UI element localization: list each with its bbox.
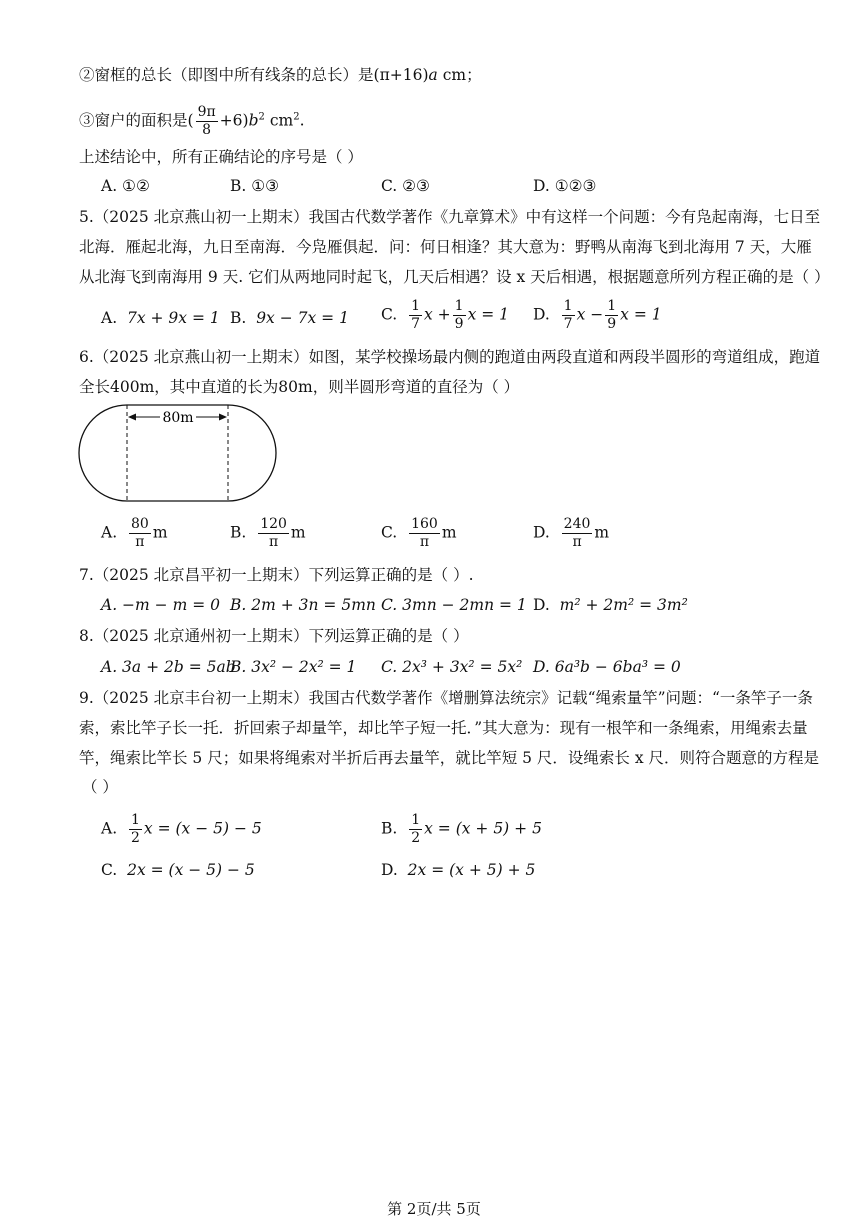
option-letter: B.	[230, 309, 247, 327]
q9-option-a[interactable]	[101, 812, 262, 847]
statements-option-b[interactable]: B. ①③	[230, 177, 280, 195]
fraction-numerator: 1	[411, 812, 421, 828]
fraction-denominator: 9	[454, 316, 464, 332]
q5-option-c[interactable]	[381, 298, 509, 333]
option-letter: C.	[381, 305, 398, 324]
q7-option-b[interactable]: B. 2m + 3n = 5mn	[230, 596, 376, 614]
statement-3-rest: +6)	[219, 111, 249, 130]
fraction-denominator: π	[135, 534, 145, 550]
option-fraction	[258, 516, 289, 551]
option-letter: B.	[381, 819, 398, 838]
fraction-numerator: 80	[130, 516, 149, 532]
fraction-numerator: 120	[260, 516, 287, 532]
option-unit: m	[594, 523, 610, 542]
statements-question: 上述结论中，所有正确结论的序号是（ ）	[79, 148, 363, 166]
option-middle: x +	[424, 305, 451, 324]
q9-line-1: 9.（2025 北京丰台初一上期末）我国古代数学著作《增删算法统宗》记载“绳索量竿”问题：“一条竿子一条	[79, 689, 813, 707]
fraction-denominator: 8	[202, 122, 212, 138]
q8-option-a[interactable]: A. 3a + 2b = 5ab	[101, 658, 236, 676]
option-letter: A.	[101, 309, 118, 327]
fraction-denominator: 7	[411, 316, 421, 332]
q6-option-c[interactable]	[381, 516, 457, 551]
q5-option-d[interactable]	[533, 298, 662, 333]
fraction-numerator: 1	[607, 298, 617, 314]
running-track-figure	[76, 400, 282, 506]
arrow-right-icon	[219, 414, 227, 421]
q7-option-c[interactable]: C. 3mn − 2mn = 1	[381, 596, 527, 614]
option-letter: B.	[230, 523, 247, 542]
statement-3-unit: cm	[264, 111, 294, 130]
option-fraction-1-7	[409, 298, 422, 333]
q8-option-d[interactable]: D. 6a³b − 6ba³ = 0	[533, 658, 681, 676]
statement-2-expr: (π+16)	[373, 66, 429, 84]
fraction-numerator: 9π	[197, 104, 216, 120]
option-expression: 2x = (x + 5) + 5	[407, 861, 536, 879]
fraction-numerator: 1	[130, 812, 140, 828]
statements-option-c[interactable]: C. ②③	[381, 177, 430, 195]
option-expression: 7x + 9x = 1	[126, 309, 220, 327]
q6-line-2: 全长400m，其中直道的长为80m，则半圆形弯道的直径为（ ）	[79, 378, 520, 396]
fraction-numerator: 240	[563, 516, 591, 532]
option-letter: D.	[533, 523, 550, 542]
statement-3-end: .	[299, 111, 305, 130]
fraction-denominator: 7	[563, 316, 573, 332]
q5-line-2: 北海．雁起北海，九日至南海．今凫雁俱起．问：何日相逢？其大意为：野鸭从南海飞到北海用 7 天，大雁	[79, 238, 812, 256]
q9-line-2: 索，索比竿子长一托．折回索子却量竿，却比竿子短一托．”其大意为：现有一根竿和一条绳索，用绳索去量	[79, 719, 808, 737]
option-letter: D.	[381, 861, 398, 879]
q5-line-3: 从北海飞到南海用 9 天. 它们从两地同时起飞，几天后相遇？设 x 天后相遇，根据题意所列方程正确的是（ ）	[79, 268, 830, 286]
statement-3-text: ③窗户的面积是(	[79, 111, 194, 130]
option-fraction-half	[409, 812, 422, 847]
option-fraction	[129, 516, 151, 551]
q6-option-a[interactable]	[101, 516, 168, 551]
option-letter: A.	[101, 819, 118, 838]
option-expression: x = (x − 5) − 5	[143, 819, 262, 838]
q6-option-b[interactable]	[230, 516, 306, 551]
fraction-numerator: 1	[411, 298, 421, 314]
option-tail: x = 1	[620, 305, 662, 324]
option-expression: m² + 2m² = 3m²	[559, 596, 688, 614]
fraction-denominator: 2	[411, 830, 421, 846]
option-letter: D.	[533, 596, 550, 614]
q9-line-4: （ ）	[82, 778, 118, 796]
q8-option-c[interactable]: C. 2x³ + 3x² = 5x²	[381, 658, 523, 676]
fraction-numerator: 1	[563, 298, 573, 314]
statement-3	[79, 104, 305, 139]
option-expression: x = (x + 5) + 5	[424, 819, 542, 838]
statement-3-var: b	[248, 111, 259, 130]
option-middle: x −	[576, 305, 604, 324]
statement-2-var: a	[428, 66, 438, 84]
q5-option-a[interactable]	[101, 307, 220, 329]
option-fraction	[409, 516, 440, 551]
statement-3-unit-exponent: 2	[293, 111, 300, 123]
statement-2	[79, 64, 482, 86]
option-expression: 9x − 7x = 1	[256, 309, 349, 327]
statements-option-d[interactable]: D. ①②③	[533, 177, 597, 195]
fraction-denominator: π	[419, 534, 430, 550]
fraction-denominator: π	[572, 534, 582, 550]
q9-line-3: 竿，绳索比竿长 5 尺；如果将绳索对半折后再去量竿，就比竿短 5 尺．设绳索长 x 尺．则符合题意的方程是	[79, 749, 820, 767]
option-letter: C.	[101, 861, 118, 879]
option-fraction-1-7	[562, 298, 575, 333]
fraction-denominator: 9	[607, 316, 617, 332]
option-letter: C.	[381, 523, 398, 542]
option-expression: 2x = (x − 5) − 5	[127, 861, 255, 879]
fraction-denominator: π	[268, 534, 279, 550]
q7-line-1: 7.（2025 北京昌平初一上期末）下列运算正确的是（ ）.	[79, 566, 474, 584]
straight-length-label: 80m	[162, 410, 194, 426]
option-unit: m	[290, 523, 306, 542]
q9-option-d[interactable]	[381, 859, 535, 881]
statements-option-a[interactable]: A. ①②	[101, 177, 150, 195]
statement-3-exponent: 2	[258, 111, 265, 123]
option-unit: m	[441, 523, 457, 542]
fraction-denominator: 2	[130, 830, 140, 846]
statement-2-text: ②窗框的总长（即图中所有线条的总长）是	[79, 66, 374, 84]
option-unit: m	[152, 523, 168, 542]
fraction-numerator: 1	[454, 298, 464, 314]
page-footer: 第 2页/共 5页	[387, 1200, 481, 1218]
q9-option-b[interactable]	[381, 812, 542, 847]
fraction-numerator: 160	[411, 516, 438, 532]
q8-line-1: 8.（2025 北京通州初一上期末）下列运算正确的是（ ）	[79, 627, 469, 645]
arrow-left-icon	[128, 414, 136, 421]
option-fraction	[562, 516, 593, 551]
option-letter: A.	[101, 523, 118, 542]
option-letter: D.	[533, 305, 550, 324]
q5-line-1: 5.（2025 北京燕山初一上期末）我国古代数学著作《九章算术》中有这样一个问题：今有凫起南海，七日至	[79, 208, 821, 226]
statement-3-fraction	[196, 104, 218, 139]
q9-option-c[interactable]	[101, 859, 255, 881]
option-tail: x = 1	[467, 305, 510, 324]
q5-option-b[interactable]	[230, 307, 349, 329]
q6-option-d[interactable]	[533, 516, 609, 551]
q6-line-1: 6.（2025 北京燕山初一上期末）如图，某学校操场最内侧的跑道由两段直道和两段半圆形的弯道组成，跑道	[79, 348, 821, 366]
q7-option-d[interactable]	[533, 594, 688, 616]
q8-option-b[interactable]: B. 3x² − 2x² = 1	[230, 658, 357, 676]
option-fraction-1-9	[453, 298, 466, 333]
option-fraction-1-9	[605, 298, 618, 333]
option-fraction-half	[129, 812, 142, 847]
q7-option-a[interactable]: A. −m − m = 0	[101, 596, 220, 614]
statement-2-unit: cm；	[437, 66, 482, 84]
